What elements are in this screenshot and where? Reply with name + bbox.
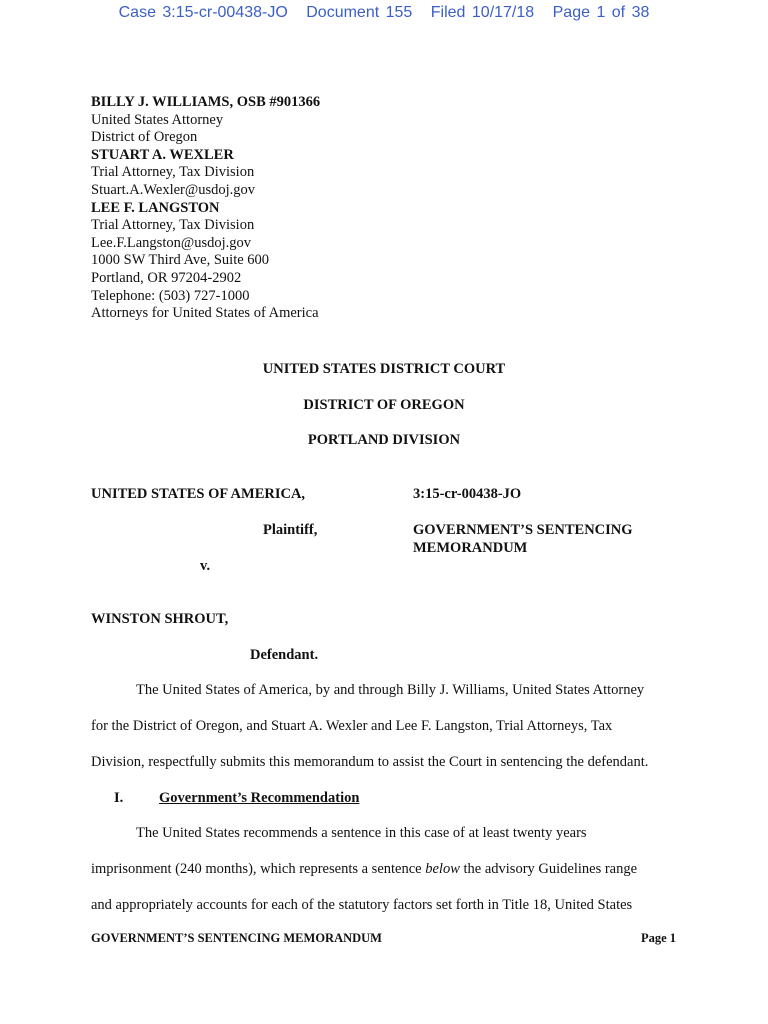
recommendation-line1: The United States recommends a sentence in this case of at least twenty years bbox=[136, 825, 587, 841]
counsel-name-langston: LEE F. LANGSTON bbox=[91, 199, 220, 216]
caption-defendant-name: WINSTON SHROUT, bbox=[91, 611, 229, 627]
counsel-address-street: 1000 SW Third Ave, Suite 600 bbox=[91, 252, 270, 269]
intro-paragraph-line3: Division, respectfully submits this memorandum to assist the Court in sentencing the defendant. bbox=[91, 754, 649, 770]
recommendation-line2-start: imprisonment (240 months), which represents a sentence bbox=[91, 861, 426, 877]
caption-versus: v. bbox=[200, 558, 211, 574]
court-district: DISTRICT OF OREGON bbox=[303, 397, 465, 413]
counsel-name-wexler: STUART A. WEXLER bbox=[91, 146, 234, 163]
caption-defendant-role: Defendant. bbox=[250, 647, 319, 663]
case-number: 3:15-cr-00438-JO bbox=[413, 486, 522, 502]
document-title-line1: GOVERNMENT’S SENTENCING bbox=[413, 522, 633, 538]
counsel-telephone: Telephone: (503) 727-1000 bbox=[91, 287, 250, 304]
court-name: UNITED STATES DISTRICT COURT bbox=[262, 361, 506, 377]
section-title: Government’s Recommendation bbox=[159, 790, 360, 806]
counsel-title-williams: United States Attorney bbox=[91, 111, 224, 128]
counsel-email-wexler: Stuart.A.Wexler@usdoj.gov bbox=[91, 181, 256, 198]
counsel-address-city: Portland, OR 97204-2902 bbox=[91, 269, 242, 286]
caption-plaintiff-name: UNITED STATES OF AMERICA, bbox=[91, 486, 306, 502]
recommendation-line2-end: the advisory Guidelines range bbox=[459, 861, 638, 877]
ecf-header-stamp bbox=[0, 4, 768, 22]
counsel-email-langston: Lee.F.Langston@usdoj.gov bbox=[91, 234, 251, 251]
intro-paragraph-line2: for the District of Oregon, and Stuart A. Wexler and Lee F. Langston, Trial Attorneys, Tax bbox=[91, 718, 613, 734]
footer-page-number: Page 1 bbox=[641, 931, 677, 945]
intro-paragraph-line1: The United States of America, by and through Billy J. Williams, United States Attorney bbox=[136, 682, 645, 698]
court-division: PORTLAND DIVISION bbox=[307, 432, 461, 448]
stamp-case-number: Case 3:15-cr-00438-JO bbox=[118, 4, 288, 21]
counsel-block bbox=[91, 94, 320, 323]
stamp-document: Document 155 bbox=[306, 4, 413, 21]
counsel-title-langston: Trial Attorney, Tax Division bbox=[91, 217, 255, 234]
emphasis-below: below bbox=[425, 861, 460, 877]
stamp-page: Page 1 of 38 bbox=[552, 4, 650, 21]
footer-title: GOVERNMENT’S SENTENCING MEMORANDUM bbox=[91, 931, 382, 945]
counsel-representing: Attorneys for United States of America bbox=[91, 305, 319, 322]
recommendation-line3: and appropriately accounts for each of the statutory factors set forth in Title 18, United States bbox=[91, 897, 633, 913]
stamp-filed-date: Filed 10/17/18 bbox=[430, 4, 535, 21]
caption-plaintiff-role: Plaintiff, bbox=[263, 522, 318, 538]
recommendation-line2 bbox=[91, 861, 637, 878]
counsel-name-williams: BILLY J. WILLIAMS, OSB #901366 bbox=[91, 94, 321, 110]
counsel-title-wexler: Trial Attorney, Tax Division bbox=[91, 164, 255, 181]
counsel-district: District of Oregon bbox=[91, 129, 198, 146]
document-title-line2: MEMORANDUM bbox=[413, 540, 528, 556]
section-number: I. bbox=[114, 790, 124, 806]
